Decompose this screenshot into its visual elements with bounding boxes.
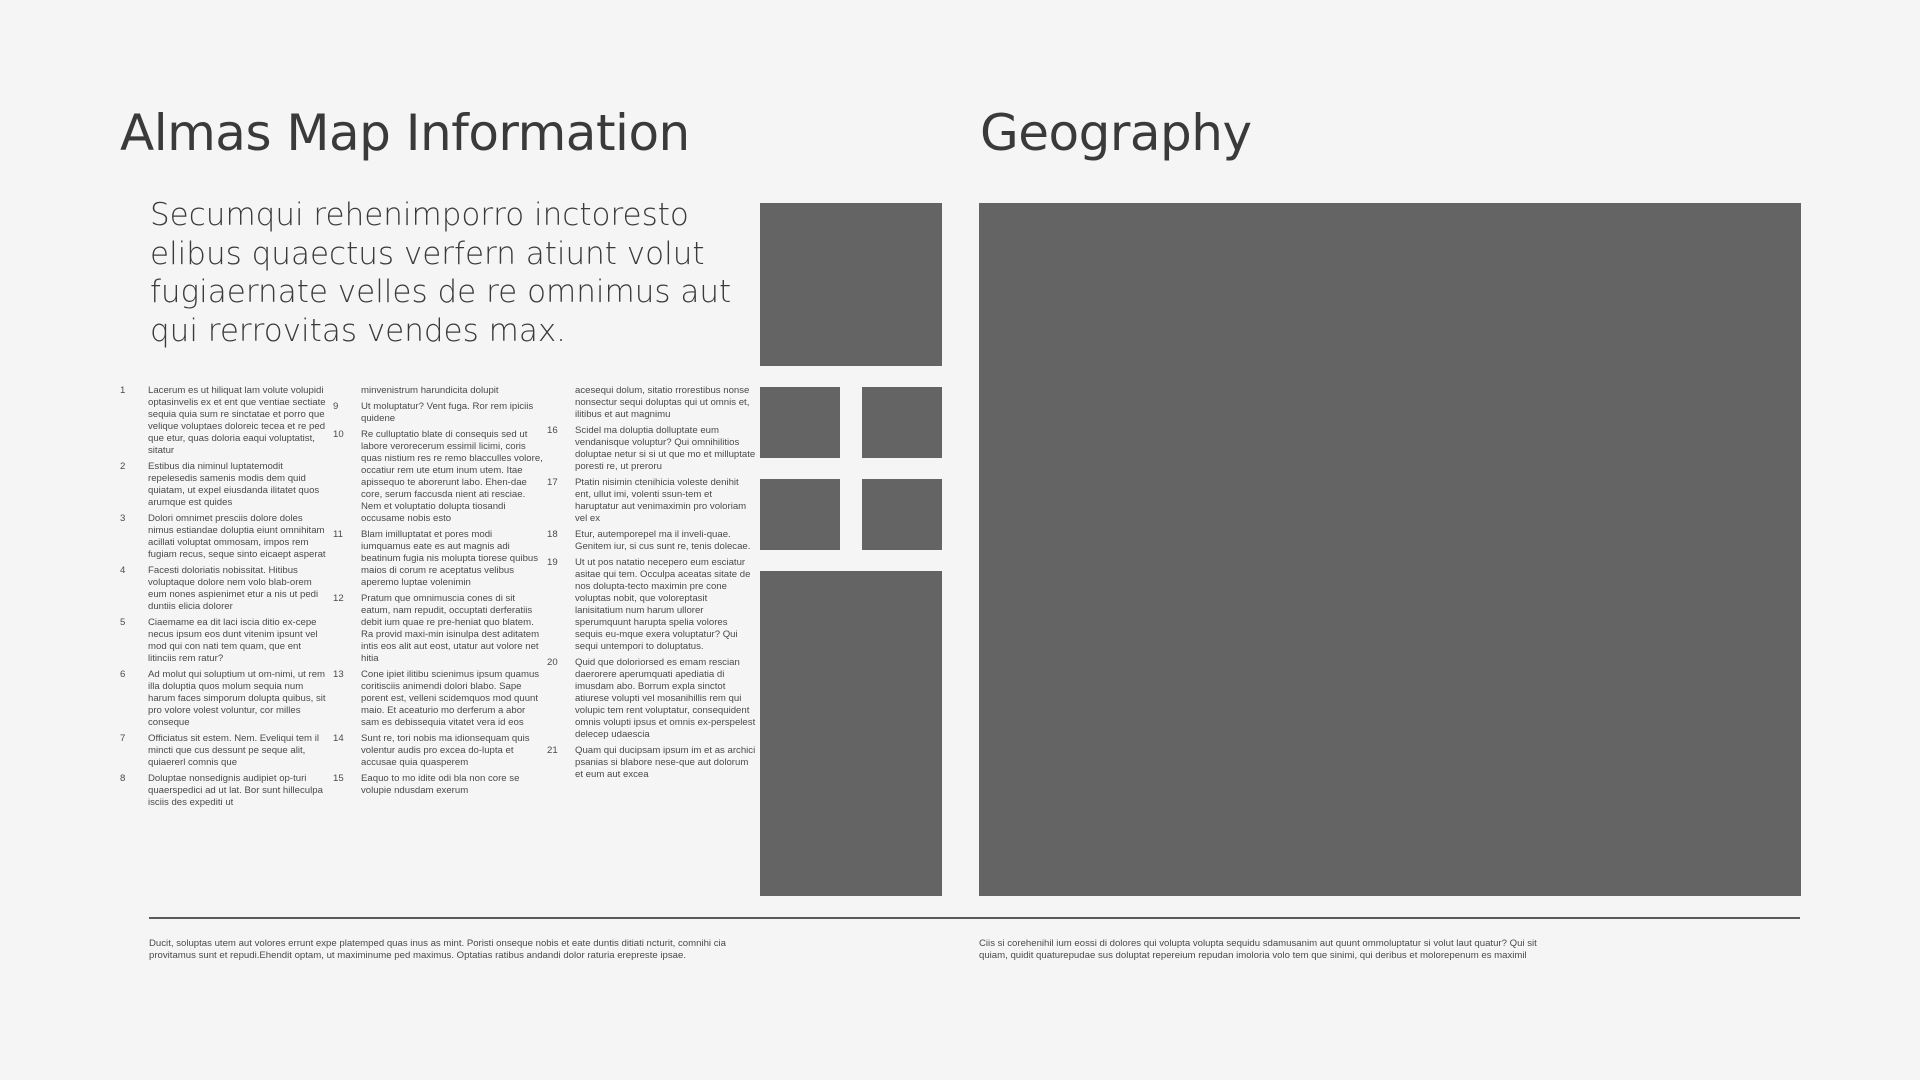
notes-column-1 [120, 385, 330, 813]
note-item [120, 773, 330, 809]
note-number: 17 [547, 477, 558, 488]
note-number: 20 [547, 657, 558, 668]
note-text: Doluptae nonsedignis audipiet op-turi quaerspedici ad ut lat. Bor sunt hilleculpa isciis des expediti ut [148, 773, 323, 808]
note-text: Scidel ma doluptia dolluptate eum vendanisque voluptur? Qui omnihilitios doluptae netur si si ut que mo et milluptate poresti re, ut preroru [575, 425, 756, 472]
note-item [547, 745, 757, 781]
note-number: 9 [333, 401, 339, 412]
image-placeholder-top [760, 203, 942, 366]
page-title: Almas Map Information [120, 104, 690, 162]
note-number: 14 [333, 733, 344, 744]
caption-left: Ducit, soluptas utem aut volores errunt expe platemped quas inus as mint. Poristi onseque nobis et eate duntis ditiati ncturit, comnihi cia provitamus sunt et repudi.Ehendit optam, ut maximinume ped maximus. Optatias ratibus andandi dolor raturia erepreste ipsae. [149, 938, 726, 961]
notes-column-3 [547, 385, 757, 785]
note-item [120, 733, 330, 769]
note-item [333, 429, 543, 525]
note-number: 15 [333, 773, 344, 784]
note-number: 10 [333, 429, 344, 440]
note-number: 16 [547, 425, 558, 436]
note-text: Eaquo to mo idite odi bla non core se volupie ndusdam exerum [361, 773, 520, 796]
note-continuation: acesequi dolum, sitatio rrorestibus nonse nonsectur sequi doluptas qui ut omnis et, ilitibus et aut magnimu [575, 385, 750, 420]
note-text: Sunt re, tori nobis ma idionsequam quis volentur audis pro excea do-lupta et accusae quia quasperem [361, 733, 530, 768]
note-text: Blam imilluptatat et pores modi iumquamus eate es aut magnis adi beatinum fugia nis molupta tiorese quibus maios di corum re aceptatus velibus aperemo luptae volenimin [361, 529, 539, 588]
note-item [333, 593, 543, 665]
note-text: Ciaemame ea dit laci iscia ditio ex-cepe necus ipsum eos dunt vitenim ipsunt vel mod qui con nati tem quam, que ent litinciis rem ratur? [148, 617, 318, 664]
caption-right: Ciis si corehenihil ium eossi di dolores qui volupta volupta sequidu sdamusanim aut quunt ommoluptatur si volut laut quatur? Qui sit quiam, quidit quaturepudae sus doluptat repereium repudan imoloria volo tem que sinimi, qui deribus et molorepenum es maximil [979, 938, 1537, 961]
note-number: 1 [120, 385, 126, 396]
note-number: 4 [120, 565, 126, 576]
note-text: Quid que doloriorsed es emam rescian daerorere aperumquati apediatia di imusdam abo. Borrum expla sinctot atiurese volupti vel mosanihillis rem qui volupic tem rent voluptatur, consequident omnis volupti ipsus et omnis ex-perspelest delecep udaescia [575, 657, 756, 740]
note-item [547, 425, 757, 473]
notes-column-2 [333, 385, 543, 801]
note-text: Pratum que omnimuscia cones di sit eatum, nam repudit, occuptati derferatiis debit ium quae re pre-heniat quo blatem. Ra provid maxi-min isinulpa dest aditatem intis eos alit aut eost, utatur aut volore net hitia [361, 593, 540, 664]
note-text: Ut ut pos natatio necepero eum esciatur asitae qui tem. Occulpa aceatas sitate de nos dolupta-tecto maximin pre cone voluptas nobit, que voloreptasit lanisitatium num harum ullorer sperumquunt harupta spelia volores sequis eu-mque exera voluptatur? Qui sequi untempori to doluptatus. [575, 557, 751, 652]
note-item [547, 477, 757, 525]
note-number: 19 [547, 557, 558, 568]
note-number: 18 [547, 529, 558, 540]
image-placeholder-small-4 [862, 479, 942, 550]
note-text: Ptatin nisimin ctenihicia voleste denihit ent, ullut imi, volenti ssun-tem et haruptatur aut venimaximin pro voloriam vel ex [575, 477, 747, 524]
note-text: Re culluptatio blate di consequis sed ut labore verorecerum essimil licimi, coris quas nistium res re remo blacculles volore, occatiur rem ute etum inum utem. Itae apissequo te aborerunt labo. Ehen-dae core, serum faccusda nient ati resciae. Nem et voluptatio dolupta tiosandi occusame nobis esto [361, 429, 543, 524]
note-text: Etur, autemporepel ma il inveli-quae. Genitem iur, si cus sunt re, tenis dolecae. [575, 529, 751, 552]
map-placeholder [979, 203, 1801, 896]
note-number: 21 [547, 745, 558, 756]
note-number: 7 [120, 733, 126, 744]
image-placeholder-small-2 [862, 387, 942, 458]
note-item [547, 529, 757, 553]
divider-rule [149, 917, 1800, 919]
note-item [333, 401, 543, 425]
note-item [333, 733, 543, 769]
image-placeholder-small-1 [760, 387, 840, 458]
note-number: 12 [333, 593, 344, 604]
note-item [120, 385, 330, 457]
image-placeholder-bottom [760, 571, 942, 896]
note-text: Ad molut qui soluptium ut om-nimi, ut rem illa doluptia quos molum sequia num harum faces simporum dolupta quibus, sit pro volore volest voluntur, cor milles conseque [148, 669, 326, 728]
note-item [333, 669, 543, 729]
note-number: 5 [120, 617, 126, 628]
note-text: Ut moluptatur? Vent fuga. Ror rem ipiciis quidene [361, 401, 534, 424]
note-text: Estibus dia niminul luptatemodit repelesedis samenis modis dem quid quiatam, ut expel eiusdanda ilitatet quos arumque est quides [148, 461, 320, 508]
note-item [120, 513, 330, 561]
note-text: Officiatus sit estem. Nem. Eveliqui tem il mincti que cus dessunt pe seque alit, quiaererl comnis que [148, 733, 319, 768]
note-number: 11 [333, 529, 343, 540]
lead-paragraph: Secumqui rehenimporro inctoresto elibus quaectus verfern atiunt volut fugiaernate velles de re omnimus aut qui rerrovitas vendes max. [150, 197, 732, 349]
geography-title: Geography [980, 104, 1252, 162]
note-item [120, 669, 330, 729]
note-text: Cone ipiet ilitibu scienimus ipsum quamus coritisciis animendi dolori blabo. Sape porent est, velleni scidemquos mod quunt maio. Et aceaturio mo derferum a abor sam es debissequia vitatet vera id eos [361, 669, 540, 728]
note-text: Dolori omnimet presciis dolore doles nimus estiandae doluptia eiunt omnihitam acillati voluptat ommosam, impos rem fugiam recus, seque sinto eicaept asperat [148, 513, 326, 560]
image-placeholder-small-3 [760, 479, 840, 550]
note-item [547, 557, 757, 653]
note-text: Facesti doloriatis nobissitat. Hitibus voluptaque dolore nem volo blab-orem eum nones aspienimet etur a nis ut pedi duntiis elicia dolorer [148, 565, 319, 612]
note-item [120, 617, 330, 665]
note-item [333, 529, 543, 589]
note-text: Quam qui ducipsam ipsum im et as archici psanias si blabore nese-que aut dolorum et eum aut excea [575, 745, 756, 780]
note-item [333, 773, 543, 797]
note-number: 8 [120, 773, 126, 784]
note-number: 3 [120, 513, 126, 524]
note-item [547, 657, 757, 741]
note-text: Lacerum es ut hiliquat lam volute volupidi optasinvelis ex et ent que ventiae sectiate sequia quia sum re sinctatae et porro que velique voluptaes doloreic tecea et re ped que etur, quas doloria eaqui voluptatist, sitatur [148, 385, 326, 456]
note-number: 6 [120, 669, 126, 680]
note-number: 13 [333, 669, 344, 680]
note-item [120, 461, 330, 509]
note-continuation: minvenistrum harundicita dolupit [361, 385, 499, 396]
note-item [120, 565, 330, 613]
note-number: 2 [120, 461, 126, 472]
